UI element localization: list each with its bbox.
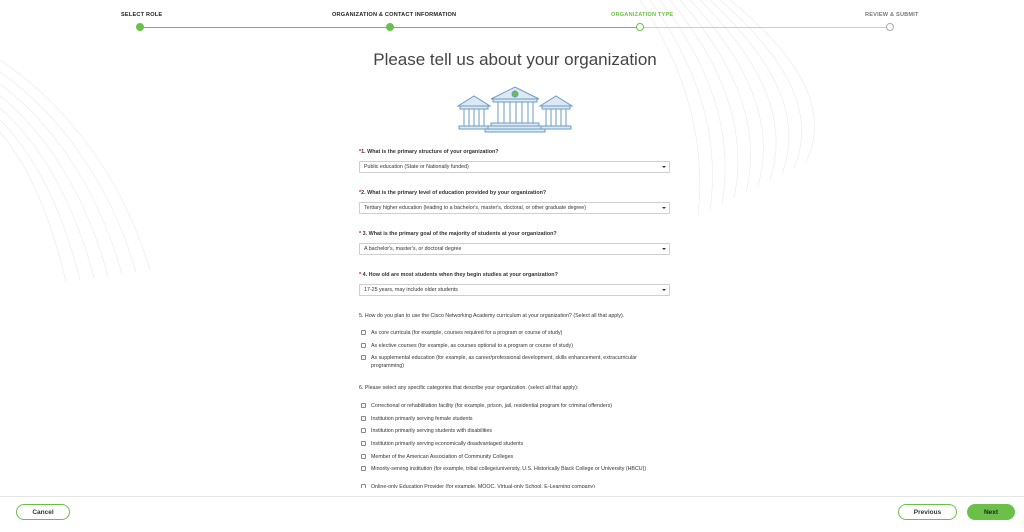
required-mark: * (359, 272, 362, 278)
q6-online-label: Online-only Education Provider (for example, MOOC, Virtual-only School, E-Learning company) (371, 484, 595, 488)
step-label-organization-contact: ORGANIZATION & CONTACT INFORMATION (332, 12, 457, 18)
question-3 (359, 231, 679, 252)
question-1 (359, 149, 679, 170)
q6-disabilities-label: Institution primarily serving students with disabilities (371, 428, 492, 434)
q6-female-label: Institution primarily serving female students (371, 416, 473, 422)
previous-button[interactable]: Previous (898, 504, 957, 520)
q6-disadvantaged-checkbox[interactable] (361, 441, 366, 446)
primary-structure-value: Public education (State or Nationally funded) (364, 164, 469, 170)
q6-minority-checkbox[interactable] (361, 466, 366, 471)
q6-online-checkbox[interactable] (361, 484, 366, 488)
education-level-value: Tertiary higher education (leading to a bachelor's, master's, doctoral, or other graduate degree) (364, 205, 586, 211)
student-goal-value: A bachelor's, master's, or doctoral degree (364, 246, 462, 252)
q6-minority-label: Minority-serving institution (for example, tribal college/university, U.S. Historically Black College or University (HBCU)) (371, 466, 647, 472)
chevron-down-icon (662, 248, 666, 250)
question-3-label (359, 231, 679, 237)
q5-core-label: As core curricula (for example, courses required for a program or course of study) (371, 330, 563, 336)
q6-aacc-checkbox[interactable] (361, 454, 366, 459)
q6-female-checkbox[interactable] (361, 416, 366, 421)
step-dot-organization-type (636, 23, 644, 31)
question-4-text: 4. How old are most students when they begin studies at your organization? (361, 272, 558, 278)
required-mark: * (359, 149, 362, 155)
question-4 (359, 272, 679, 293)
next-button[interactable]: Next (967, 504, 1015, 520)
student-age-value: 17-25 years, may include older students (364, 287, 458, 293)
step-dot-organization-contact (386, 23, 394, 31)
chevron-down-icon (662, 207, 666, 209)
q6-disabilities-checkbox[interactable] (361, 428, 366, 433)
primary-structure-select[interactable] (359, 161, 670, 173)
question-2-label (359, 190, 679, 196)
education-level-select[interactable] (359, 202, 670, 214)
q6-correctional-checkbox[interactable] (361, 403, 366, 408)
question-2-text: 2. What is the primary level of education provided by your organization? (361, 190, 547, 196)
step-label-select-role: SELECT ROLE (121, 12, 163, 18)
q5-supplemental-label: As supplemental education (for example, as career/professional development, skills enhancement, extracurricular programming) (371, 355, 637, 369)
q6-correctional-label: Correctional or rehabilitation facility (for example, prison, jail, residential program for criminal offenders) (371, 403, 613, 409)
cancel-button[interactable]: Cancel (16, 504, 70, 520)
chevron-down-icon (662, 166, 666, 168)
progress-stepper (0, 0, 1024, 40)
step-dot-review-submit (886, 23, 894, 31)
q5-elective-label: As elective courses (for example, as courses optional to a program or course of study) (371, 343, 573, 349)
q6-disadvantaged-label: Institution primarily serving economically disadvantaged students (371, 441, 524, 447)
question-2 (359, 190, 679, 211)
q5-core-checkbox[interactable] (361, 330, 366, 335)
question-3-text: 3. What is the primary goal of the majority of students at your organization? (361, 231, 557, 237)
question-5-label: 5. How do you plan to use the Cisco Networking Academy curriculum at your organization? (Select all that apply). (359, 313, 625, 319)
question-1-text: 1. What is the primary structure of your organization? (361, 149, 499, 155)
q6-aacc-label: Member of the American Association of Community Colleges (371, 454, 514, 460)
step-label-review-submit: REVIEW & SUBMIT (865, 12, 919, 18)
step-label-organization-type: ORGANIZATION TYPE (611, 12, 674, 18)
q5-supplemental-checkbox[interactable] (361, 355, 366, 360)
footer-divider (0, 496, 1024, 497)
q6-option-online (361, 484, 671, 488)
page-title: Please tell us about your organization (373, 50, 657, 69)
q5-elective-checkbox[interactable] (361, 343, 366, 348)
question-1-label (359, 149, 679, 155)
student-goal-select[interactable] (359, 243, 670, 255)
required-mark: * (359, 190, 362, 196)
question-6-label: 6. Please select any specific categories that describe your organization. (select all that apply): (359, 385, 579, 391)
buildings-icon (455, 85, 575, 135)
stepper-line-pending (640, 27, 890, 28)
step-dot-select-role (136, 23, 144, 31)
question-4-label (359, 272, 679, 278)
chevron-down-icon (662, 289, 666, 291)
student-age-select[interactable] (359, 284, 670, 296)
required-mark: * (359, 231, 362, 237)
